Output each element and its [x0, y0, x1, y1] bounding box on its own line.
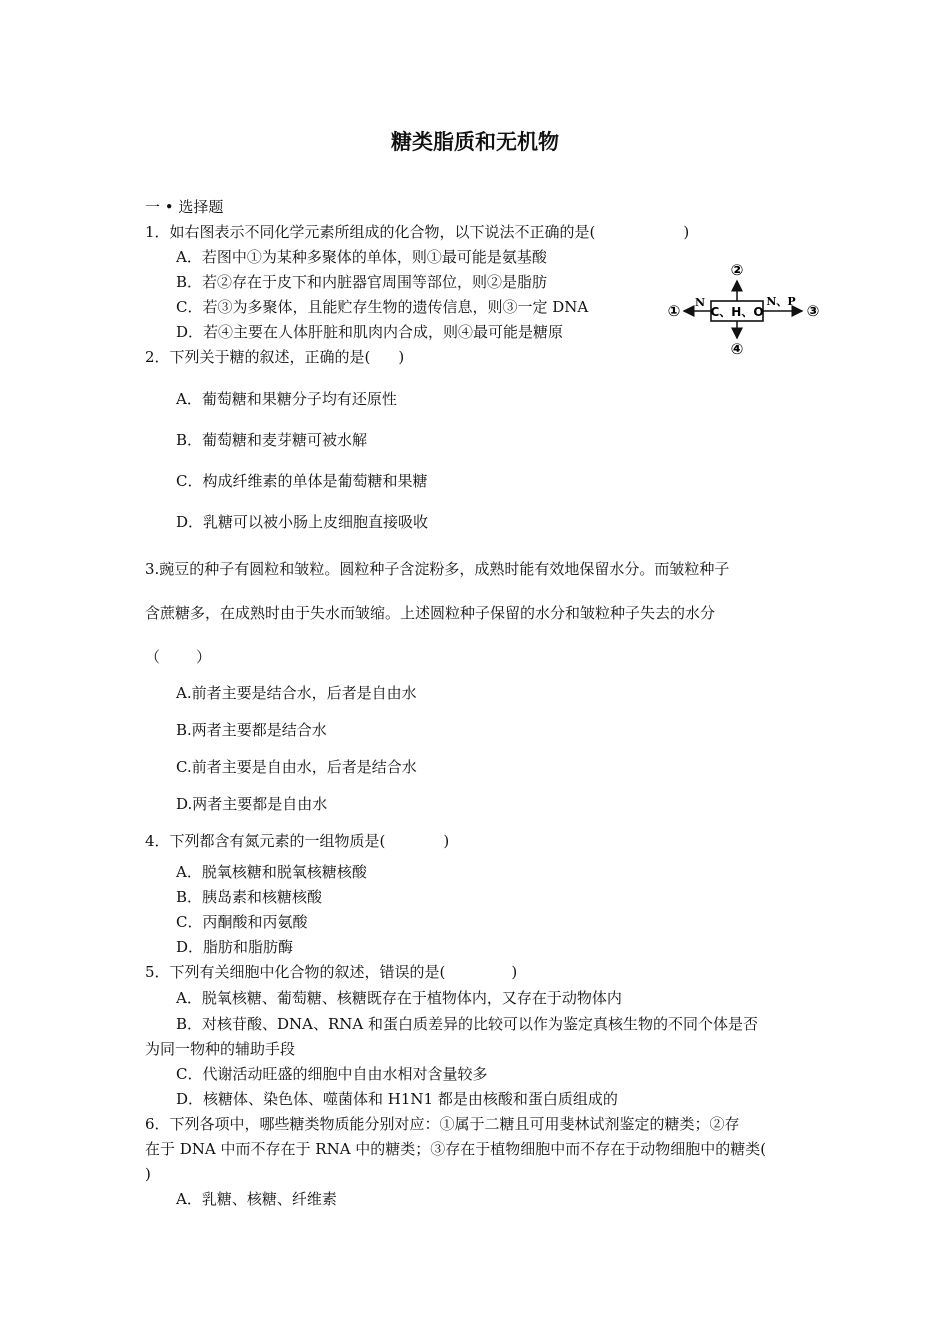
- question-2-stem: [145, 348, 404, 366]
- question-4-stem-text: 4．下列都含有氮元素的一组物质是(: [145, 832, 386, 850]
- question-2-option-c: C．构成纤维素的单体是葡萄糖和果糖: [176, 472, 428, 490]
- question-4-stem: [145, 832, 449, 850]
- question-1-close-paren: ): [683, 223, 690, 241]
- question-5-option-a: A．脱氧核糖、葡萄糖、核糖既存在于植物体内，又存在于动物体内: [176, 989, 622, 1007]
- element-compound-diagram: [664, 258, 824, 358]
- question-3-option-b: B.两者主要都是结合水: [176, 721, 327, 739]
- question-3-line-1: 3.豌豆的种子有圆粒和皱粒。圆粒种子含淀粉多，成熟时能有效地保留水分。而皱粒种子: [145, 560, 730, 578]
- question-6-line-2: 在于 DNA 中而不存在于 RNA 中的糖类；③存在于植物细胞中而不存在于动物细胞中的糖类(: [145, 1140, 767, 1158]
- question-5-stem-text: 5．下列有关细胞中化合物的叙述，错误的是(: [145, 963, 446, 981]
- question-6-line-3: ): [145, 1165, 151, 1183]
- question-3-open-paren: （: [145, 648, 161, 666]
- question-3-paren: [145, 648, 211, 666]
- node-4: ④: [730, 340, 744, 358]
- question-5-option-c: C．代谢活动旺盛的细胞中自由水相对含量较多: [176, 1065, 488, 1083]
- node-2: ②: [730, 261, 744, 279]
- question-1-option-d: D．若④主要在人体肝脏和肌肉内合成，则④最可能是糖原: [176, 323, 564, 341]
- question-4-option-b: B．胰岛素和核糖核酸: [176, 888, 323, 906]
- question-2-option-d: D．乳糖可以被小肠上皮细胞直接吸收: [176, 513, 429, 531]
- question-3-line-2: 含蔗糖多，在成熟时由于失水而皱缩。上述圆粒种子保留的水分和皱粒种子失去的水分: [145, 604, 716, 622]
- question-5-option-b-line-1: B．对核苷酸、DNA、RNA 和蛋白质差异的比较可以作为鉴定真核生物的不同个体是否: [176, 1015, 759, 1033]
- question-1-option-b: B．若②存在于皮下和内脏器官周围等部位，则②是脂肪: [176, 273, 548, 291]
- section-heading: 一 • 选择题: [145, 198, 224, 216]
- left-arrow-label: N: [694, 296, 706, 309]
- question-5-option-b-line-2: 为同一物种的辅助手段: [145, 1040, 296, 1058]
- question-2-option-a: A．葡萄糖和果糖分子均有还原性: [176, 390, 397, 408]
- question-1-stem-text: 1．如右图表示不同化学元素所组成的化合物，以下说法不正确的是(: [145, 223, 596, 241]
- question-4-option-c: C．丙酮酸和丙氨酸: [176, 913, 308, 931]
- question-2-option-b: B．葡萄糖和麦芽糖可被水解: [176, 431, 368, 449]
- question-4-option-d: D．脂肪和脂肪酶: [176, 938, 294, 956]
- question-2-stem-text: 2．下列关于糖的叙述，正确的是(: [145, 348, 371, 366]
- right-arrow-label: N、P: [766, 295, 796, 308]
- question-4-option-a: A．脱氧核糖和脱氧核糖核酸: [176, 863, 367, 881]
- question-3-close-paren: ）: [196, 648, 212, 666]
- node-1: ①: [667, 302, 681, 320]
- question-5-option-d: D．核糖体、染色体、噬菌体和 H1N1 都是由核酸和蛋白质组成的: [176, 1090, 618, 1108]
- question-1-option-c: C．若③为多聚体，且能贮存生物的遗传信息，则③一定 DNA: [176, 298, 589, 316]
- question-3-option-a: A.前者主要是结合水，后者是自由水: [176, 684, 417, 702]
- question-5-stem: [145, 963, 517, 981]
- page-title: 糖类脂质和无机物: [391, 130, 559, 154]
- question-3-option-d: D.两者主要都是自由水: [176, 795, 328, 813]
- question-1-stem: [145, 223, 689, 241]
- question-2-close-paren: ): [398, 348, 405, 366]
- center-label: C、H、O: [710, 305, 764, 319]
- question-5-close-paren: ): [511, 963, 518, 981]
- question-6-line-1: 6．下列各项中，哪些糖类物质能分别对应：①属于二糖且可用斐林试剂鉴定的糖类；②存: [145, 1115, 740, 1133]
- question-3-option-c: C.前者主要是自由水，后者是结合水: [176, 758, 417, 776]
- question-1-option-a: A．若图中①为某种多聚体的单体，则①最可能是氨基酸: [176, 248, 547, 266]
- question-4-close-paren: ): [443, 832, 450, 850]
- question-6-option-a: A．乳糖、核糖、纤维素: [176, 1190, 337, 1208]
- node-3: ③: [806, 302, 820, 320]
